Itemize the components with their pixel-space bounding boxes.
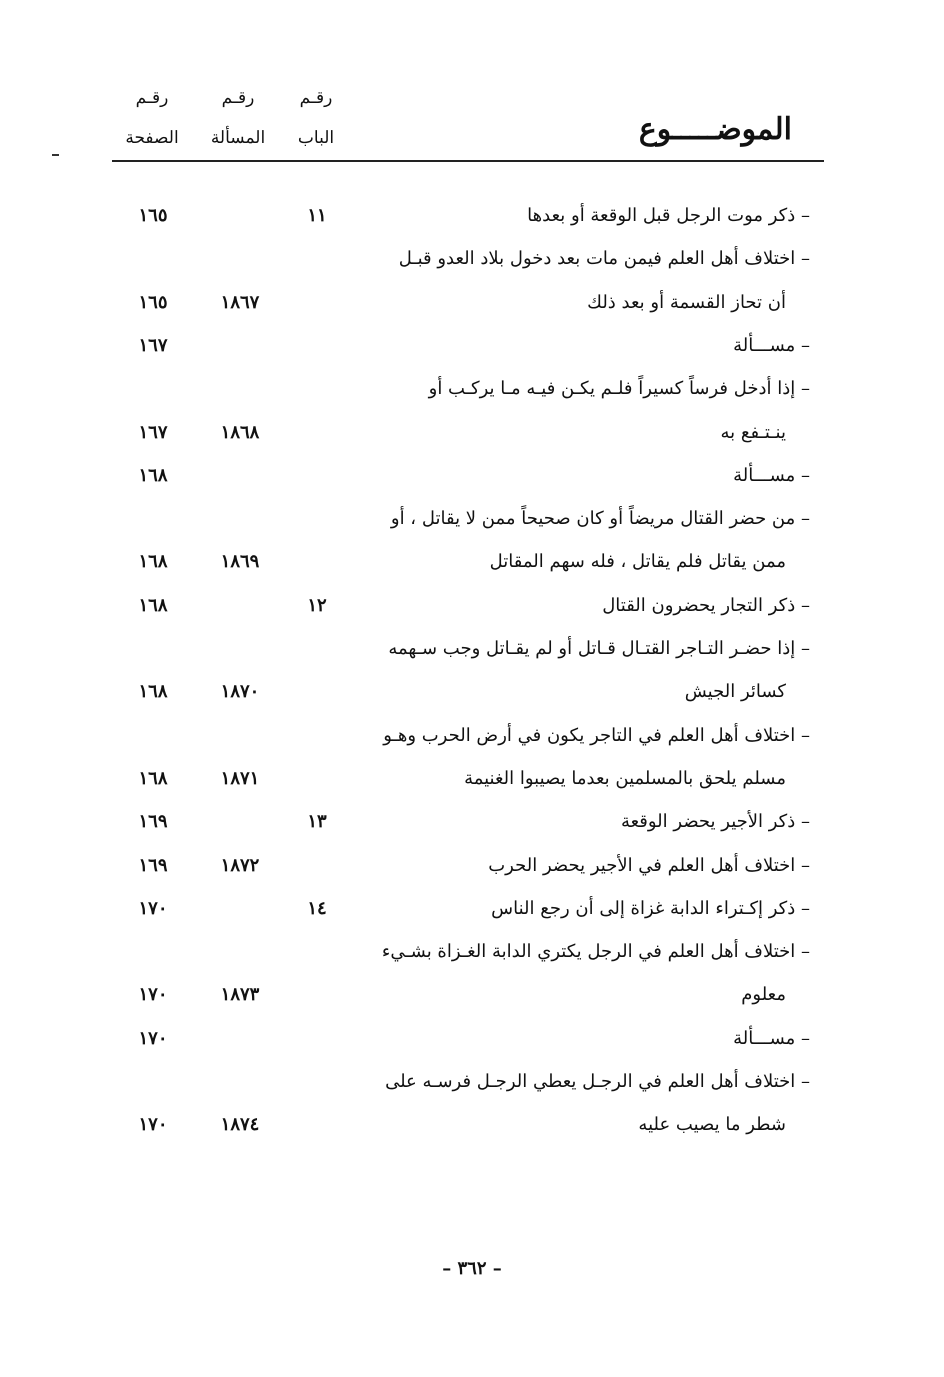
row-page-number: ١٦٧ <box>138 422 168 443</box>
index-row <box>0 542 944 582</box>
row-topic: مسلم يلحق بالمسلمين بعدما يصيبوا الغنيمة <box>464 768 786 789</box>
row-chapter-number <box>292 1019 342 1059</box>
index-row <box>0 326 944 366</box>
index-row <box>0 889 944 929</box>
row-issue-number <box>200 1019 280 1059</box>
row-issue-number: ١٨٧٤ <box>220 1114 260 1135</box>
row-topic: كسائر الجيش <box>684 681 786 702</box>
row-page-number: ١٧٠ <box>138 1114 168 1135</box>
index-row <box>0 672 944 712</box>
row-page-number: ١٦٨ <box>138 551 168 572</box>
row-issue-number: ١٨٦٧ <box>220 292 260 313</box>
row-topic: – اختلاف أهل العلم في الأجير يحضر الحرب <box>488 855 810 876</box>
row-chapter-number <box>292 1062 342 1102</box>
index-row <box>0 1105 944 1145</box>
index-row <box>0 283 944 323</box>
index-row <box>0 629 944 669</box>
row-chapter-number <box>292 629 342 669</box>
row-page-number <box>118 716 188 756</box>
issue-header-line2: المسألة <box>210 128 266 148</box>
row-topic: – مســـألة <box>733 1028 810 1049</box>
row-topic: – ذكر موت الرجل قبل الوقعة أو بعدها <box>527 205 810 226</box>
row-topic: ينـتـفع به <box>720 422 786 443</box>
row-page-number <box>118 1062 188 1102</box>
row-issue-number <box>200 239 280 279</box>
issue-header-line1: رقـم <box>221 88 255 108</box>
row-issue-number <box>200 369 280 409</box>
row-issue-number: ١٨٧١ <box>220 768 260 789</box>
row-page-number <box>118 629 188 669</box>
row-page-number: ١٦٨ <box>138 465 168 486</box>
row-topic: – اختلاف أهل العلم في الرجـل يعطي الرجـل فرسـه على <box>385 1071 810 1092</box>
row-chapter-number <box>292 369 342 409</box>
row-topic: – اختلاف أهل العلم فيمن مات بعد دخول بلاد العدو قبـل <box>398 248 810 269</box>
row-page-number: ١٧٠ <box>138 984 168 1005</box>
page-folio: – ٣٦٢ – <box>442 1258 502 1279</box>
row-topic: – إذا أدخل فرساً كسيراً فلـم يكـن فيـه مـا يركـب أو <box>428 378 810 399</box>
row-page-number <box>118 932 188 972</box>
row-topic: أن تحاز القسمة أو بعد ذلك <box>587 292 786 313</box>
row-page-number: ١٧٠ <box>138 898 168 919</box>
index-row <box>0 239 944 279</box>
row-chapter-number <box>292 283 342 323</box>
index-row <box>0 975 944 1015</box>
row-issue-number: ١٨٦٩ <box>220 551 260 572</box>
row-chapter-number <box>292 456 342 496</box>
row-issue-number <box>200 196 280 236</box>
row-issue-number <box>200 1062 280 1102</box>
index-row <box>0 759 944 799</box>
row-page-number: ١٦٧ <box>138 335 168 356</box>
row-chapter-number <box>292 975 342 1015</box>
row-page-number: ١٦٥ <box>138 205 168 226</box>
topic-column-header: الموضـــــوع <box>638 112 792 147</box>
chapter-number-header <box>284 78 348 158</box>
row-chapter-number <box>292 239 342 279</box>
row-chapter-number <box>292 932 342 972</box>
row-chapter-number <box>292 759 342 799</box>
index-row <box>0 196 944 236</box>
row-issue-number <box>200 716 280 756</box>
index-row <box>0 1019 944 1059</box>
row-chapter-number <box>292 716 342 756</box>
margin-mark <box>52 154 59 156</box>
row-issue-number <box>200 586 280 626</box>
row-chapter-number <box>292 499 342 539</box>
page-number-header <box>112 78 192 158</box>
row-topic: معلوم <box>741 984 786 1005</box>
row-chapter-number: ١٣ <box>307 811 327 832</box>
row-issue-number <box>200 629 280 669</box>
index-row <box>0 846 944 886</box>
row-topic: – ذكر التجار يحضرون القتال <box>602 595 810 616</box>
row-issue-number <box>200 456 280 496</box>
row-chapter-number <box>292 846 342 886</box>
index-row <box>0 932 944 972</box>
row-chapter-number <box>292 672 342 712</box>
row-page-number: ١٦٨ <box>138 595 168 616</box>
row-issue-number: ١٨٧٣ <box>220 984 260 1005</box>
index-row <box>0 1062 944 1102</box>
row-page-number: ١٦٩ <box>138 811 168 832</box>
row-issue-number <box>200 326 280 366</box>
index-row <box>0 499 944 539</box>
row-topic: – مســـألة <box>733 465 810 486</box>
index-row <box>0 413 944 453</box>
index-row <box>0 802 944 842</box>
row-page-number <box>118 239 188 279</box>
row-issue-number <box>200 932 280 972</box>
row-topic: – اختلاف أهل العلم في التاجر يكون في أرض الحرب وهـو <box>383 725 810 746</box>
header-rule <box>112 160 824 162</box>
index-row <box>0 716 944 756</box>
row-page-number: ١٧٠ <box>138 1028 168 1049</box>
index-row <box>0 586 944 626</box>
row-chapter-number <box>292 326 342 366</box>
row-topic: ممن يقاتل فلم يقاتل ، فله سهم المقاتل <box>489 551 786 572</box>
row-issue-number: ١٨٧٢ <box>220 855 260 876</box>
row-chapter-number: ١٢ <box>307 595 327 616</box>
row-issue-number <box>200 802 280 842</box>
row-chapter-number <box>292 413 342 453</box>
chapter-header-line2: الباب <box>297 128 335 148</box>
row-topic: – ذكر إكـتراء الدابة غزاة إلى أن رجع الناس <box>491 898 810 919</box>
row-page-number: ١٦٨ <box>138 768 168 789</box>
row-chapter-number <box>292 1105 342 1145</box>
row-issue-number: ١٨٦٨ <box>220 422 260 443</box>
issue-number-header <box>194 78 282 158</box>
index-row <box>0 369 944 409</box>
row-issue-number <box>200 499 280 539</box>
index-row <box>0 456 944 496</box>
row-chapter-number: ١١ <box>307 205 327 226</box>
row-issue-number <box>200 889 280 929</box>
row-topic: – مســـألة <box>733 335 810 356</box>
row-topic: – من حضر القتال مريضاً أو كان صحيحاً ممن لا يقاتل ، أو <box>390 508 810 529</box>
row-topic: – إذا حضـر التـاجر القتـال قـاتل أو لم يقـاتل وجب سـهمه <box>388 638 810 659</box>
page-header-line2: الصفحة <box>125 128 179 148</box>
page-header-line1: رقـم <box>135 88 169 108</box>
row-page-number <box>118 499 188 539</box>
row-topic: شطر ما يصيب عليه <box>638 1114 786 1135</box>
row-page-number: ١٦٩ <box>138 855 168 876</box>
row-topic: – ذكر الأجير يحضر الوقعة <box>620 811 810 832</box>
row-topic: – اختلاف أهل العلم في الرجل يكتري الدابة الغـزاة بشـيء <box>381 941 810 962</box>
row-page-number <box>118 369 188 409</box>
chapter-header-line1: رقـم <box>299 88 333 108</box>
row-issue-number: ١٨٧٠ <box>220 681 260 702</box>
row-page-number: ١٦٥ <box>138 292 168 313</box>
row-page-number: ١٦٨ <box>138 681 168 702</box>
row-chapter-number: ١٤ <box>307 898 327 919</box>
row-chapter-number <box>292 542 342 582</box>
